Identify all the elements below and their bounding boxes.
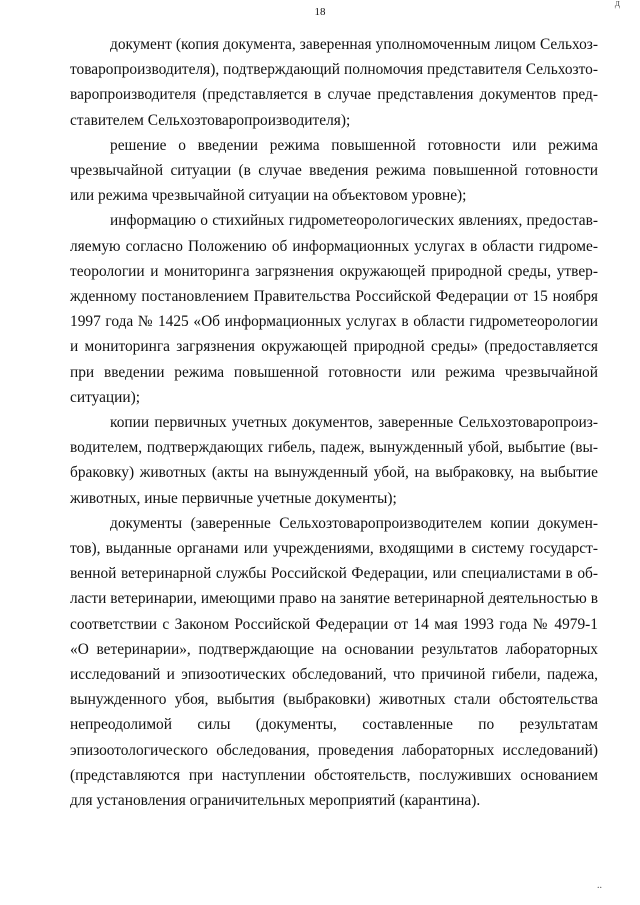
paragraph-representative-authority: документ (копия документа, заверенная уполномоченным лицом Сельхозтоваропроизводителя), подтверждающий полномочия представителя Сельхозтоваропроизводителя (представляется в случае представления документов представителем Сельхозтоваропроизводителя); — [70, 36, 598, 129]
bottom-mark: .. — [597, 880, 602, 891]
paragraph-veterinary-documents: документы (заверенные Сельхозтоваропроизводителем копии документов), выданные органами или учреждениями, входящими в систему государственной ветеринарной службы Российской Федерации, или специалистами в области ветеринарии, имеющими право на занятие ветеринарной деятельностью в соответствии с Законом Российской Федерации от 14 мая 1993 года № 4979-1 «О ветеринарии», подтверждающие на основании результатов лабораторных исследований и эпизоотических обследований, что причиной гибели, падежа, вынужденного убоя, выбытия (выбраковки) животных стали обстоятельства непреодолимой силы (документы, составленные по результатам эпизоотологического обследования, проведения лабораторных исследований) (представляются при наступлении обстоятельств, послуживших основанием для установления ограничительных мероприятий (карантина). — [70, 514, 598, 810]
paragraph-primary-accounting-docs: копии первичных учетных документов, заверенные Сельхозтоваропроизводителем, подтверждающих гибель, падеж, вынужденный убой, выбытие (выбраковку) животных (акты на вынужденный убой, на выбраковку, на выбытие животных, иные первичные учетные документы); — [70, 414, 598, 507]
paragraph-hydrometeorological-info: информацию о стихийных гидрометеорологических явлениях, предоставляемую согласно Положению об информационных услугах в области гидрометеорологии и мониторинга загрязнения окружающей природной среды, утвержденному постановлением Правительства Российской Федерации от 15 ноября 1997 года № 1425 «Об информационных услугах в области гидрометеорологии и мониторинга загрязнения окружающей природной среды» (предоставляется при введении режима повышенной готовности или режима чрезвычайной ситуации); — [70, 212, 598, 406]
page-number: 18 — [314, 6, 326, 18]
corner-mark: д — [614, 0, 620, 9]
paragraph-emergency-regime-decision: решение о введении режима повышенной готовности или режима чрезвычайной ситуации (в случае введения режима повышенной готовности или режима чрезвычайной ситуации на объектовом уровне); — [70, 136, 598, 205]
document-body — [70, 32, 598, 813]
